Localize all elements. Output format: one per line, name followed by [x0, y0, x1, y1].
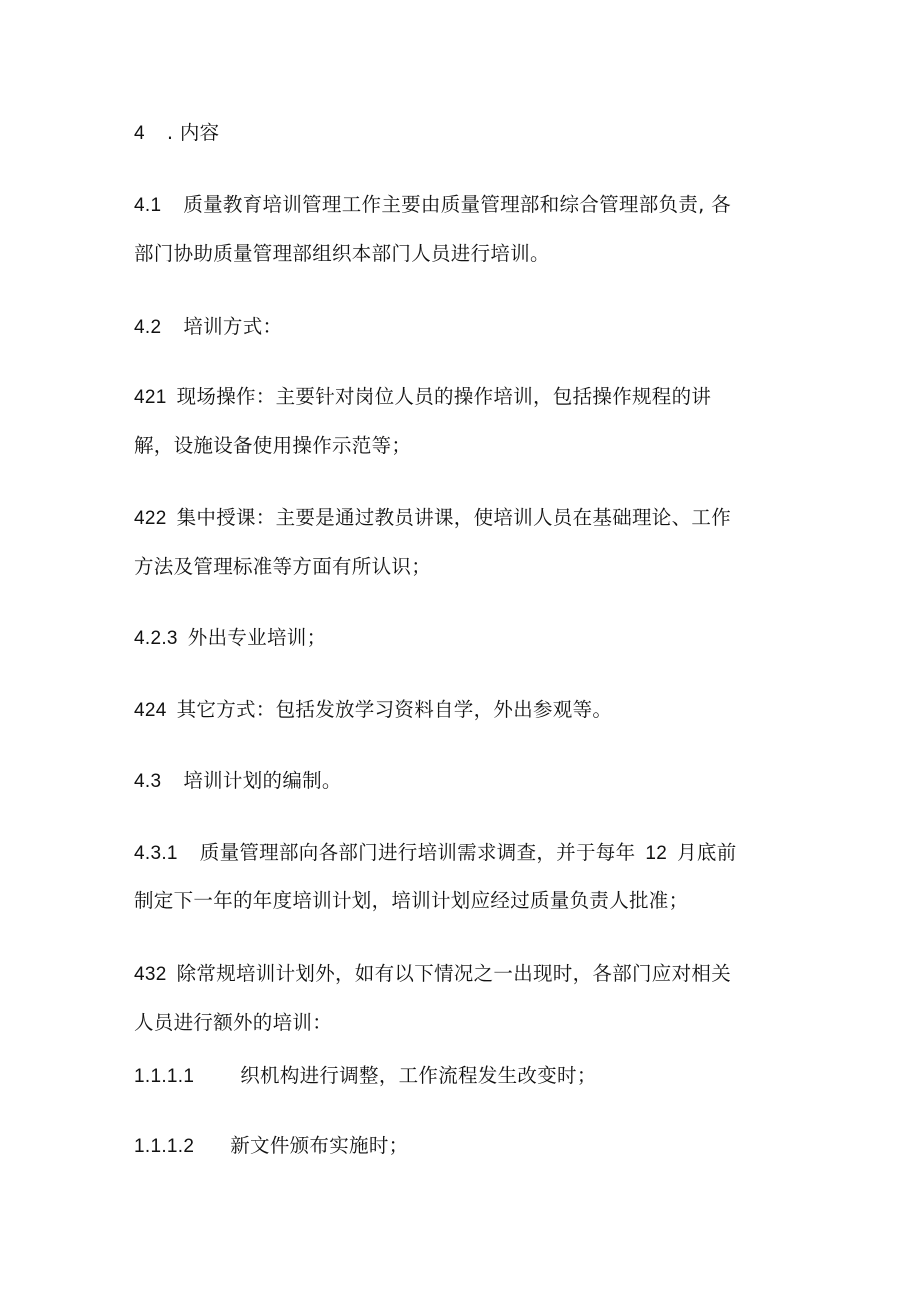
- section-4-2-2-line-1: [134, 505, 731, 532]
- section-text: 部门协助质量管理部组织本部门人员进行培训。: [134, 242, 550, 265]
- section-4-2-1-line-1: [134, 384, 711, 411]
- section-1-1-1-2: [134, 1133, 408, 1160]
- section-text: 月底前: [677, 841, 737, 864]
- section-number: 432: [134, 964, 167, 985]
- section-4-2-1-line-2: [134, 433, 411, 459]
- section-text: 质量管理部向各部门进行培训需求调查，并于每年: [199, 841, 636, 864]
- section-text: 集中授课：主要是通过教员讲课，使培训人员在基础理论、工作: [176, 506, 732, 529]
- section-text: 外出专业培训；: [187, 626, 327, 649]
- section-text: 除常规培训计划外，如有以下情况之一出现时，各部门应对相关: [176, 962, 732, 985]
- section-text: 其它方式：包括发放学习资料自学，外出参观等。: [176, 698, 613, 721]
- section-4-3-1-line-1: [134, 840, 737, 867]
- section-text: 人员进行额外的培训：: [134, 1011, 333, 1034]
- section-4-3-heading: [134, 768, 342, 795]
- section-4-3-1-line-2: [134, 888, 688, 914]
- section-number: 1.1.1.2: [134, 1136, 195, 1157]
- section-text: 新文件颁布实施时；: [230, 1134, 409, 1157]
- section-number: 4.1: [134, 195, 162, 216]
- section-number: 4.3.1: [134, 843, 178, 864]
- section-number: 422: [134, 508, 167, 529]
- section-number: 424: [134, 700, 167, 721]
- section-text: 现场操作：主要针对岗位人员的操作培训，包括操作规程的讲: [176, 385, 712, 408]
- section-number: 4.3: [134, 771, 162, 792]
- section-text: 织机构进行调整，工作流程发生改变时；: [240, 1064, 597, 1087]
- section-4-2-2-line-2: [134, 554, 431, 580]
- section-4-3-2-line-2: [134, 1010, 332, 1036]
- section-number: 4.2: [134, 317, 162, 338]
- section-number: 1.1.1.1: [134, 1066, 195, 1087]
- section-text: 制定下一年的年度培训计划，培训计划应经过质量负责人批准；: [134, 889, 689, 912]
- section-4-heading: [134, 120, 219, 147]
- section-number: 421: [134, 387, 167, 408]
- section-text: 培训计划的编制。: [183, 769, 342, 792]
- section-4-2-4: [134, 697, 612, 724]
- section-number: 4: [134, 123, 145, 144]
- section-1-1-1-1: [134, 1063, 597, 1090]
- section-text: 解，设施设备使用操作示范等；: [134, 434, 412, 457]
- section-4-2-heading: [134, 314, 282, 341]
- section-text: . 内容: [166, 121, 220, 144]
- month-number: 12: [645, 843, 668, 864]
- section-4-1-line-1: [134, 192, 731, 219]
- section-text: 方法及管理标准等方面有所认识；: [134, 555, 432, 578]
- section-4-3-2-line-1: [134, 961, 731, 988]
- section-number: 4.2.3: [134, 628, 178, 649]
- section-4-2-3: [134, 625, 326, 652]
- section-4-1-line-2: [134, 241, 550, 267]
- section-text: 培训方式：: [183, 315, 283, 338]
- section-text: 质量教育培训管理工作主要由质量管理部和综合管理部负责, 各: [183, 193, 731, 216]
